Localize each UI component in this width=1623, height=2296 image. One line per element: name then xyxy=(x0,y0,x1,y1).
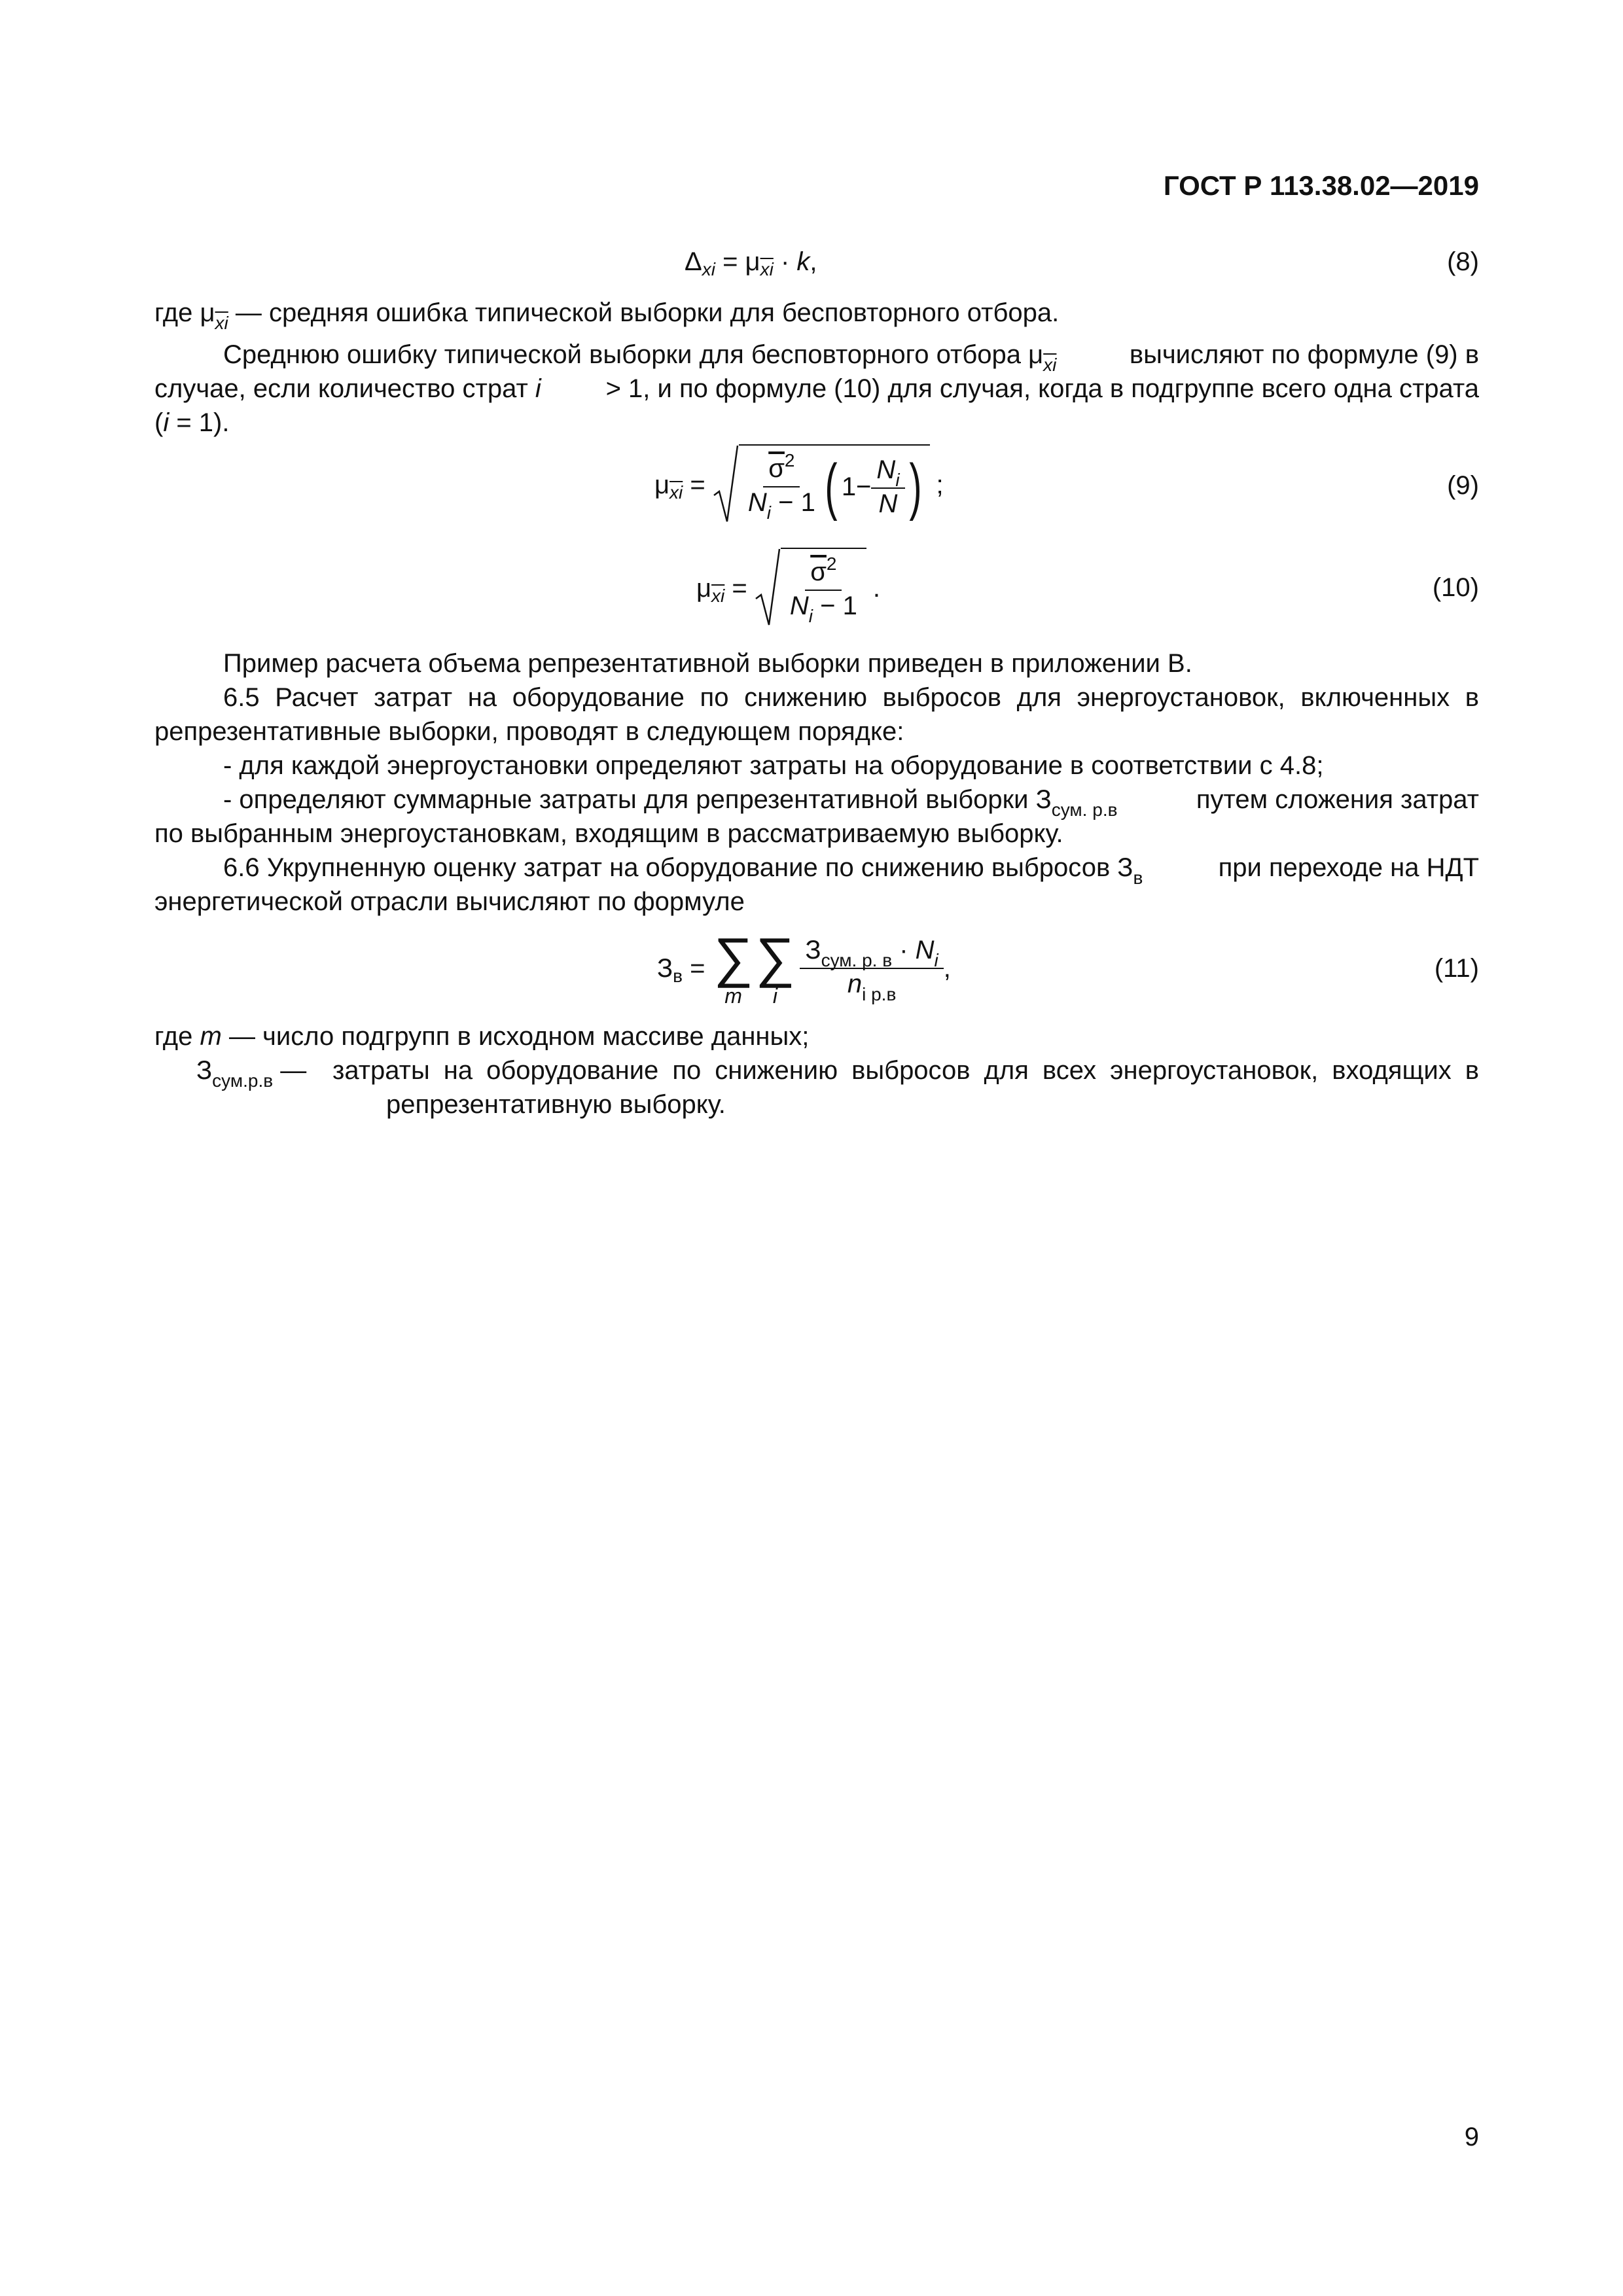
document-code-header: ГОСТ Р 113.38.02—2019 xyxy=(1163,170,1479,201)
sigma-fraction xyxy=(785,554,863,626)
text-span: = 1). xyxy=(169,408,230,437)
text-span: при переходе на НДТ xyxy=(1218,853,1479,882)
Z-subscript: в xyxy=(1133,868,1143,888)
comma: , xyxy=(943,954,951,983)
where-m-definition xyxy=(154,1019,809,1053)
k-variable: k xyxy=(796,247,810,276)
bullet-item-2-line2: по выбранным энергоустановкам, входящим в рассматриваемую выборку. xyxy=(154,819,1063,848)
equals-sign: = xyxy=(683,470,713,499)
summation-icon: ∑ xyxy=(713,927,753,988)
text-span: путем сложения затрат xyxy=(1196,785,1479,814)
mu-symbol: μ xyxy=(654,470,670,499)
sigma-symbol: $\overline{\sigma}$ xyxy=(810,557,827,586)
text-span: ( xyxy=(154,408,164,437)
left-paren: ( xyxy=(825,451,838,521)
cost-fraction xyxy=(800,935,943,1002)
section-6-5-line2: репрезентативные выборки, проводят в следующем порядке: xyxy=(154,717,904,746)
text-span: случае, если количество страт xyxy=(154,374,535,403)
mu-subscript: $\overline{xi}$ xyxy=(711,586,725,606)
text-span: 6.6 Укрупненную оценку затрат на оборудование по снижению выбросов З xyxy=(223,853,1133,882)
sum-over-m xyxy=(713,927,753,1008)
N-variable: N xyxy=(789,592,809,620)
where-mu-definition xyxy=(154,296,1059,332)
N-variable: N xyxy=(878,489,898,518)
period: . xyxy=(872,574,880,603)
sum-index-m: m xyxy=(724,984,742,1008)
where-z-definition-line2: репрезентативную выборку. xyxy=(386,1090,726,1119)
sum-index-i: i xyxy=(772,984,778,1008)
example-paragraph: Пример расчета объема репрезентативной выборки приведен в приложении В. xyxy=(223,649,1192,678)
n-variable: n xyxy=(847,970,863,998)
formula-9 xyxy=(654,442,944,527)
where-z-definition-line1: затраты на оборудование по снижению выбросов для всех энергоустановок, входящих в xyxy=(332,1056,1479,1085)
N-variable: N xyxy=(747,488,767,517)
Z-subscript: сум. р.в xyxy=(1051,800,1118,820)
Z-symbol: З xyxy=(657,954,673,983)
radical-sign-icon xyxy=(755,548,781,629)
summation-icon: ∑ xyxy=(755,927,795,988)
section-6-6-line2: энергетической отрасли вычисляют по формуле xyxy=(154,887,745,916)
equals-sign: = xyxy=(724,574,755,603)
i-subscript: i xyxy=(895,470,900,490)
page-number: 9 xyxy=(1464,2123,1479,2151)
square-root xyxy=(755,548,866,629)
sum-over-i xyxy=(755,927,795,1008)
where-z-symbol xyxy=(196,1053,313,1090)
Z-symbol: З xyxy=(805,936,821,964)
section-6-5-line1: 6.5 Расчет затрат на оборудование по снижению выбросов для энергоустановок, включенных в xyxy=(223,683,1479,712)
dash: — xyxy=(273,1056,314,1085)
right-paren: ) xyxy=(908,451,922,521)
ratio-fraction xyxy=(871,455,904,519)
N-variable: N xyxy=(915,936,935,964)
text-span: вычисляют по формуле (9) в xyxy=(1129,340,1479,369)
equation-number-10: (10) xyxy=(1432,573,1479,602)
formula-10 xyxy=(696,546,880,631)
mu-symbol: μ xyxy=(745,247,760,276)
Z-subscript: сум.р.в xyxy=(212,1070,274,1091)
radical-sign-icon xyxy=(713,444,739,525)
equals-sign: = xyxy=(683,954,713,983)
m-variable: m xyxy=(200,1022,222,1051)
delta-subscript: xi xyxy=(702,259,715,279)
formula-8 xyxy=(685,245,817,279)
i-subscript: i xyxy=(808,606,813,626)
mean-error-paragraph-line2 xyxy=(154,372,1479,406)
exponent: 2 xyxy=(826,554,837,574)
mean-error-paragraph-line1 xyxy=(223,338,1479,374)
minus-one: − 1 xyxy=(771,488,815,517)
radicand xyxy=(781,548,866,629)
Z-symbol: З xyxy=(196,1056,213,1085)
mu-subscript: $\overline{xi}$ xyxy=(669,482,683,503)
formula-11 xyxy=(657,923,951,1014)
i-variable: i xyxy=(535,374,541,403)
semicolon: ; xyxy=(936,470,944,499)
equals-sign: = xyxy=(715,247,745,276)
Z-subscript: в xyxy=(673,966,683,986)
i-subscript: i xyxy=(766,503,771,523)
dot-operator: · xyxy=(892,936,916,964)
dot-operator: · xyxy=(773,247,797,276)
exponent: 2 xyxy=(784,450,795,470)
one-minus: 1− xyxy=(841,472,872,501)
mu-symbol: μ xyxy=(696,574,712,603)
square-root xyxy=(713,444,930,525)
where-prefix: где xyxy=(154,1022,200,1051)
definition-text: — средняя ошибка типической выборки для бесповторного отбора. xyxy=(228,298,1060,327)
bullet-item-2-line1 xyxy=(223,783,1479,819)
mean-error-paragraph-line3 xyxy=(154,406,229,440)
equation-number-9: (9) xyxy=(1447,471,1479,500)
mu-subscript: xi xyxy=(215,313,228,333)
Z-subscript: сум. р. в xyxy=(821,950,893,970)
where-prefix: где μ xyxy=(154,298,215,327)
N-variable: N xyxy=(876,455,896,484)
text-span: Среднюю ошибку типической выборки для бесповторного отбора μ xyxy=(223,340,1044,369)
mu-subscript: xi xyxy=(1043,355,1057,375)
n-subscript: i р.в xyxy=(862,984,897,1004)
definition-text: — число подгрупп в исходном массиве данных; xyxy=(221,1022,810,1051)
section-6-6-line1 xyxy=(223,851,1479,887)
equation-number-11: (11) xyxy=(1434,954,1479,983)
equation-number-8: (8) xyxy=(1447,247,1479,276)
sigma-symbol: $\overline{\sigma}$ xyxy=(768,454,785,483)
delta-symbol: Δ xyxy=(685,247,702,276)
radicand xyxy=(739,444,930,525)
mu-subscript: $\overline{xi}$ xyxy=(760,259,774,279)
bullet-item-1: - для каждой энергоустановки определяют затраты на оборудование в соответствии с 4.8; xyxy=(223,751,1324,780)
comma: , xyxy=(810,247,817,276)
i-subscript: i xyxy=(934,950,938,970)
text-span: - определяют суммарные затраты для репрезентативной выборки З xyxy=(223,785,1052,814)
i-variable: i xyxy=(163,408,169,437)
minus-one: − 1 xyxy=(813,592,857,620)
sigma-fraction xyxy=(743,450,821,523)
text-span: > 1, и по формуле (10) для случая, когда в подгруппе всего одна страта xyxy=(605,374,1479,403)
